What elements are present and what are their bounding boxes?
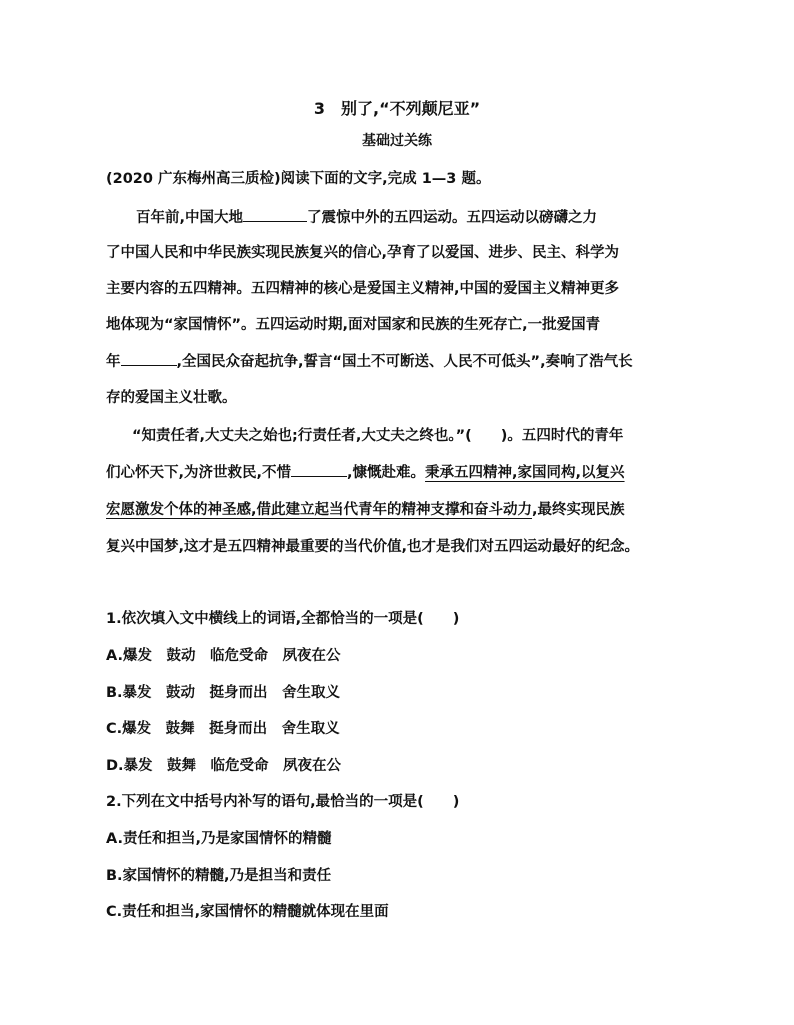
question-1-option-c: C.爆发 鼓舞 挺身而出 舍生取义 bbox=[106, 721, 340, 737]
passage-line: 宏愿激发个体的神圣感,借此建立起当代青年的精神支撑和奋斗动力,最终实现民族 bbox=[106, 502, 625, 518]
question-1-option-a: A.爆发 鼓动 临危受命 夙夜在公 bbox=[106, 648, 341, 664]
passage-line: 年 ,全国民众奋起抗争,誓言“国土不可断送、人民不可低头”,奏响了浩气长 bbox=[106, 350, 633, 371]
blank-3 bbox=[121, 351, 177, 367]
underlined-sentence: 秉承五四精神,家国同构,以复兴 bbox=[425, 465, 625, 481]
question-2-option-b: B.家国情怀的精髓,乃是担当和责任 bbox=[106, 868, 332, 884]
passage-line: 存的爱国主义壮歌。 bbox=[106, 390, 237, 406]
question-1-option-b: B.暴发 鼓动 挺身而出 舍生取义 bbox=[106, 685, 341, 701]
passage-line: 复兴中国梦,这才是五四精神最重要的当代价值,也才是我们对五四运动最好的纪念。 bbox=[106, 539, 640, 555]
question-1-option-d: D.暴发 鼓舞 临危受命 夙夜在公 bbox=[106, 758, 342, 774]
question-2-option-c: C.责任和担当,家国情怀的精髓就体现在里面 bbox=[106, 904, 389, 920]
underlined-sentence: 宏愿激发个体的神圣感,借此建立起当代青年的精神支撑和奋斗动力 bbox=[106, 502, 533, 518]
passage-line: “知责任者,大丈夫之始也;行责任者,大丈夫之终也。”( )。五四时代的青年 bbox=[132, 428, 624, 444]
passage-line: 百年前,中国大地 了震惊中外的五四运动。五四运动以磅礴之力 bbox=[136, 206, 597, 227]
passage-line: 地体现为“家国情怀”。五四运动时期,面对国家和民族的生死存亡,一批爱国青 bbox=[106, 317, 601, 333]
question-2-option-a: A.责任和担当,乃是家国情怀的精髓 bbox=[106, 831, 332, 847]
question-2-stem: 2.下列在文中括号内补写的语句,最恰当的一项是( ) bbox=[106, 794, 460, 810]
blank-4 bbox=[291, 462, 347, 478]
question-1-stem: 1.依次填入文中横线上的词语,全都恰当的一项是( ) bbox=[106, 611, 460, 627]
passage-line: 了中国人民和中华民族实现民族复兴的信心,孕育了以爱国、进步、民主、科学为 bbox=[106, 245, 620, 261]
passage-line: 主要内容的五四精神。五四精神的核心是爱国主义精神,中国的爱国主义精神更多 bbox=[106, 281, 620, 297]
page-title: 3 别了,“不列颠尼亚” bbox=[313, 99, 481, 118]
blank-1 bbox=[243, 207, 307, 223]
section-subtitle: 基础过关练 bbox=[362, 133, 432, 149]
passage-intro: (2020 广东梅州高三质检)阅读下面的文字,完成 1—3 题。 bbox=[106, 171, 491, 187]
passage-line: 们心怀天下,为济世救民,不惜 ,慷慨赴难。秉承五四精神,家国同构,以复兴 bbox=[106, 461, 625, 482]
